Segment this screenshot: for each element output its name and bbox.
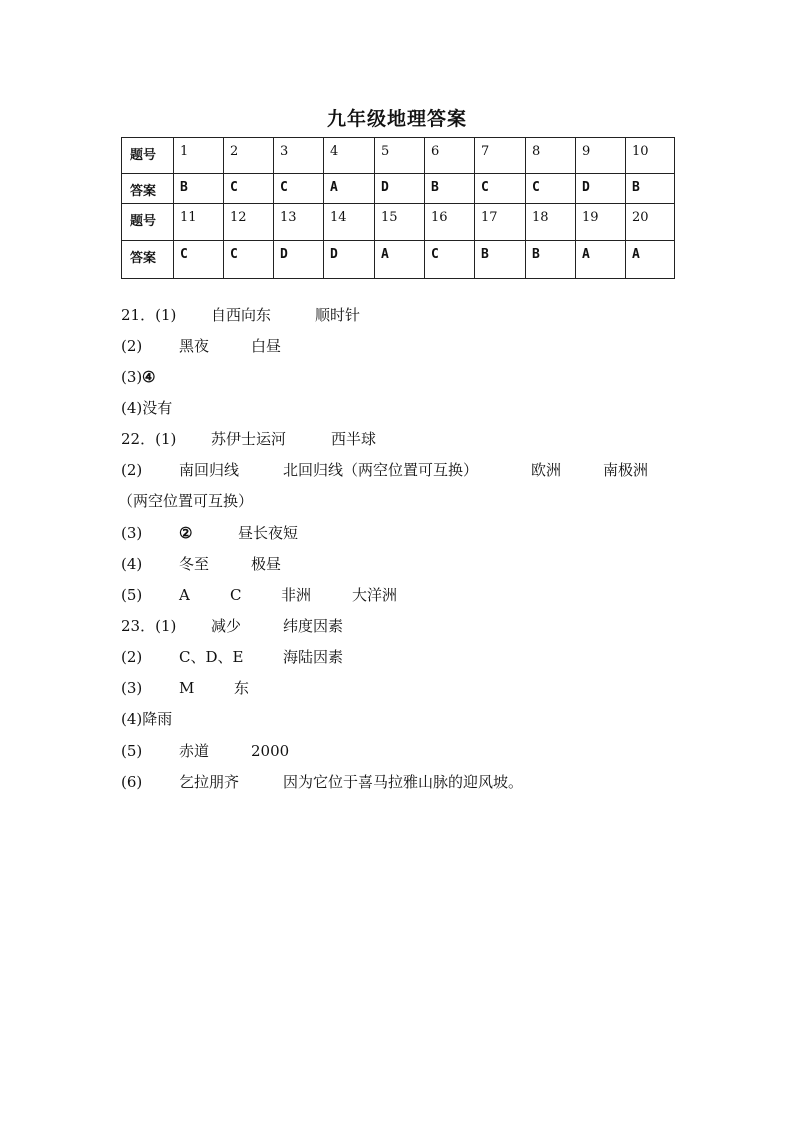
answer-text: （两空位置可互换）	[118, 492, 254, 510]
answer-text: 2000	[251, 742, 290, 760]
answer-text: 冬至	[179, 555, 210, 573]
table-cell: B	[526, 241, 576, 279]
part-number: (3)	[121, 679, 143, 697]
answer-text: C	[230, 586, 242, 604]
table-cell: B	[626, 174, 675, 204]
table-cell: 16	[425, 204, 475, 241]
answer-text: 极昼	[251, 555, 282, 573]
answer-text: 纬度因素	[283, 617, 344, 635]
answer-text: 顺时针	[315, 306, 361, 324]
table-cell: 18	[526, 204, 576, 241]
table-cell: D	[324, 241, 375, 279]
table-cell: A	[324, 174, 375, 204]
table-cell: 19	[576, 204, 626, 241]
table-cell: C	[224, 174, 274, 204]
answer-text: 因为它位于喜马拉雅山脉的迎风坡。	[283, 773, 524, 791]
table-row	[122, 138, 675, 174]
table-cell: D	[375, 174, 425, 204]
part-number: (2)	[121, 461, 143, 479]
answer-text: 减少	[211, 617, 242, 635]
answer-text: (4)降雨	[121, 710, 173, 728]
part-number: (2)	[121, 648, 143, 666]
row-label: 题号	[122, 204, 174, 241]
table-cell: 9	[576, 138, 626, 174]
table-cell: 11	[174, 204, 224, 241]
table-cell: A	[375, 241, 425, 279]
answer-text: 黑夜	[179, 337, 210, 355]
answer-text: 白昼	[251, 337, 282, 355]
table-cell: C	[425, 241, 475, 279]
table-cell: D	[576, 174, 626, 204]
page-title: 九年级地理答案	[326, 108, 467, 130]
table-cell: C	[274, 174, 324, 204]
table-cell: 14	[324, 204, 375, 241]
table-row	[122, 174, 675, 204]
answer-text: ②	[179, 524, 193, 542]
table-cell: 6	[425, 138, 475, 174]
part-number: (3)	[121, 524, 143, 542]
answer-text: M	[179, 679, 195, 697]
answer-text: 自西向东	[211, 306, 272, 324]
answer-text: C、D、E	[179, 648, 244, 666]
part-number: 21．(1)	[121, 306, 177, 324]
table-cell: 17	[475, 204, 526, 241]
part-number: 23．(1)	[121, 617, 177, 635]
answer-text: 昼长夜短	[238, 524, 299, 542]
answer-text: 欧洲	[531, 461, 562, 479]
part-number: (3)	[121, 368, 143, 386]
answer-text: 赤道	[179, 742, 210, 760]
table-cell: 20	[626, 204, 675, 241]
row-label: 题号	[122, 138, 174, 174]
table-cell: 3	[274, 138, 324, 174]
table-cell: 15	[375, 204, 425, 241]
row-label: 答案	[122, 241, 174, 279]
table-cell: 5	[375, 138, 425, 174]
table-cell: C	[475, 174, 526, 204]
table-cell: A	[576, 241, 626, 279]
part-number: 22．(1)	[121, 430, 177, 448]
table-cell: 12	[224, 204, 274, 241]
table-cell: 1	[174, 138, 224, 174]
row-label: 答案	[122, 174, 174, 204]
answer-table	[121, 137, 675, 279]
part-number: (4)	[121, 555, 143, 573]
answer-text: 南回归线	[179, 461, 240, 479]
table-cell: B	[174, 174, 224, 204]
table-cell: 4	[324, 138, 375, 174]
table-cell: C	[526, 174, 576, 204]
part-number: (6)	[121, 773, 143, 791]
answer-text: 大洋洲	[352, 586, 398, 604]
answer-text: (4)没有	[121, 399, 173, 417]
part-number: (5)	[121, 742, 143, 760]
answer-text: A	[179, 586, 190, 604]
answer-text: 苏伊士运河	[211, 430, 287, 448]
part-number: (5)	[121, 586, 143, 604]
table-cell: B	[425, 174, 475, 204]
answer-text: 非洲	[281, 586, 312, 604]
answer-text: 海陆因素	[283, 648, 344, 666]
answer-text: 西半球	[331, 430, 377, 448]
table-cell: D	[274, 241, 324, 279]
answer-text: 东	[234, 679, 250, 697]
table-cell: 13	[274, 204, 324, 241]
answer-text: ④	[142, 368, 156, 386]
table-cell: A	[626, 241, 675, 279]
table-row	[122, 241, 675, 279]
table-cell: C	[224, 241, 274, 279]
answer-text: 北回归线（两空位置可互换）	[283, 461, 479, 479]
table-cell: 7	[475, 138, 526, 174]
table-cell: 10	[626, 138, 675, 174]
table-cell: C	[174, 241, 224, 279]
table-row	[122, 204, 675, 241]
part-number: (2)	[121, 337, 143, 355]
table-cell: 8	[526, 138, 576, 174]
answer-text: 南极洲	[603, 461, 649, 479]
table-cell: B	[475, 241, 526, 279]
table-cell: 2	[224, 138, 274, 174]
answer-text: 乞拉朋齐	[179, 773, 240, 791]
